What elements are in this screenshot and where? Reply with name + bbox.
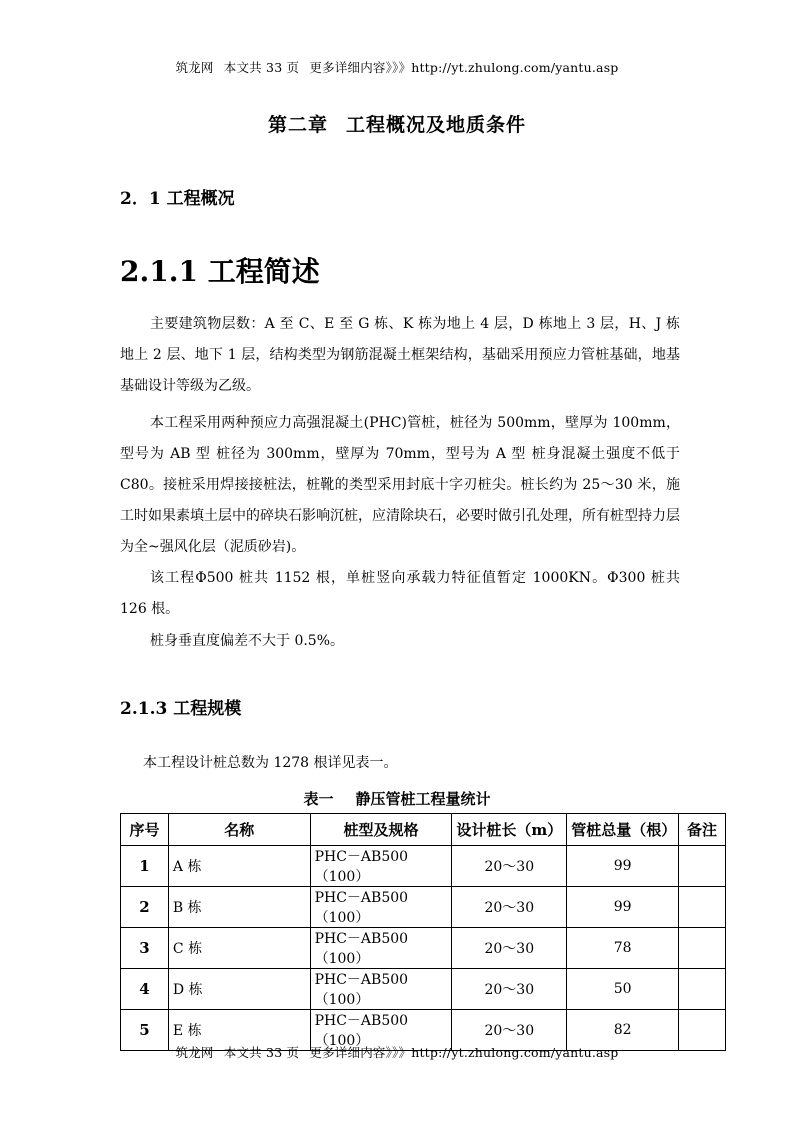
- cell-index: 1: [121, 846, 169, 887]
- cell-index: 2: [121, 887, 169, 928]
- cell-name: D 栋: [168, 969, 310, 1010]
- cell-name: B 栋: [168, 887, 310, 928]
- cell-total: 78: [567, 928, 679, 969]
- header-page-count: 本文共 33 页: [223, 60, 300, 75]
- page-header: [0, 58, 794, 76]
- table-row: [121, 887, 726, 928]
- table-row: [121, 928, 726, 969]
- cell-total: 99: [567, 846, 679, 887]
- cell-index: 3: [121, 928, 169, 969]
- cell-spec: PHC－AB500（100）: [310, 969, 452, 1010]
- table-row: [121, 846, 726, 887]
- cell-index: 5: [121, 1010, 169, 1051]
- chapter-name: 工程概况及地质条件: [346, 114, 527, 136]
- cell-name: C 栋: [168, 928, 310, 969]
- column-header-total: 管桩总量（根）: [567, 814, 679, 846]
- chapter-title: [0, 110, 794, 137]
- cell-name: A 栋: [168, 846, 310, 887]
- paragraph-pile-types: 本工程采用两种预应力高强混凝土(PHC)管桩，桩径为 500mm，壁厚为 100mm，型号为 AB 型 桩径为 300mm，壁厚为 70mm，型号为 A 型 桩身混凝土强度不低于 C80。接桩采用焊接接桩法，桩靴的类型采用封底十字刃桩尖。桩长约为 25～30 米，施工时如果素填土层中的碎块石影响沉桩，应清除块石，必要时做引孔处理，所有桩型持力层为全~强风化层（泥质砂岩)。: [120, 415, 680, 555]
- footer-site: 筑龙网: [175, 1045, 214, 1060]
- cell-remark: [679, 969, 726, 1010]
- header-site: 筑龙网: [175, 60, 214, 75]
- pile-quantity-table: [120, 813, 726, 1051]
- column-header-length: 设计桩长（m）: [452, 814, 567, 846]
- table-row: [121, 969, 726, 1010]
- footer-page-count: 本文共 33 页: [223, 1045, 300, 1060]
- table-caption: [0, 788, 794, 809]
- cell-spec: PHC－AB500（100）: [310, 887, 452, 928]
- cell-length: 20～30: [452, 928, 567, 969]
- chapter-number: 第二章: [267, 114, 328, 136]
- column-header-index: 序号: [121, 814, 169, 846]
- section-heading-2-1-3: 2.1.3 工程规模: [120, 699, 242, 719]
- header-more-link[interactable]: 更多详细内容》》》http://yt.zhulong.com/yantu.asp: [309, 60, 619, 75]
- page-footer: [0, 1043, 794, 1061]
- cell-total: 82: [567, 1010, 679, 1051]
- cell-remark: [679, 928, 726, 969]
- cell-spec: PHC－AB500（100）: [310, 928, 452, 969]
- cell-spec: PHC－AB500（100）: [310, 846, 452, 887]
- paragraph-building-floors: 主要建筑物层数：A 至 C、E 至 G 栋、K 栋为地上 4 层，D 栋地上 3 层，H、J 栋地上 2 层、地下 1 层，结构类型为钢筋混凝土框架结构，基础采用预应力管桩基础，地基基础设计等级为乙级。: [120, 316, 680, 394]
- paragraph-verticality: 桩身垂直度偏差不大于 0.5%。: [150, 633, 345, 649]
- cell-length: 20～30: [452, 1010, 567, 1051]
- table-caption-title: 静压管桩工程量统计: [355, 790, 491, 808]
- cell-total: 99: [567, 887, 679, 928]
- section-heading-2-1-1: 2.1.1 工程简述: [120, 255, 320, 288]
- cell-name: E 栋: [168, 1010, 310, 1051]
- cell-remark: [679, 887, 726, 928]
- section-heading-2-1: 2．1 工程概况: [120, 189, 235, 209]
- cell-remark: [679, 846, 726, 887]
- footer-more-link[interactable]: 更多详细内容》》》http://yt.zhulong.com/yantu.asp: [309, 1045, 619, 1060]
- cell-index: 4: [121, 969, 169, 1010]
- paragraph-pile-count: 该工程Φ500 桩共 1152 根，单桩竖向承载力特征值暂定 1000KN。Φ300 桩共 126 根。: [120, 570, 680, 617]
- column-header-remark: 备注: [679, 814, 726, 846]
- cell-length: 20～30: [452, 846, 567, 887]
- table-intro-text: 本工程设计桩总数为 1278 根详见表一。: [143, 755, 398, 771]
- cell-spec: PHC－AB500（100）: [310, 1010, 452, 1051]
- cell-length: 20～30: [452, 887, 567, 928]
- cell-total: 50: [567, 969, 679, 1010]
- table-caption-label: 表一: [303, 790, 334, 808]
- column-header-name: 名称: [168, 814, 310, 846]
- table-header-row: [121, 814, 726, 846]
- column-header-spec: 桩型及规格: [310, 814, 452, 846]
- cell-length: 20～30: [452, 969, 567, 1010]
